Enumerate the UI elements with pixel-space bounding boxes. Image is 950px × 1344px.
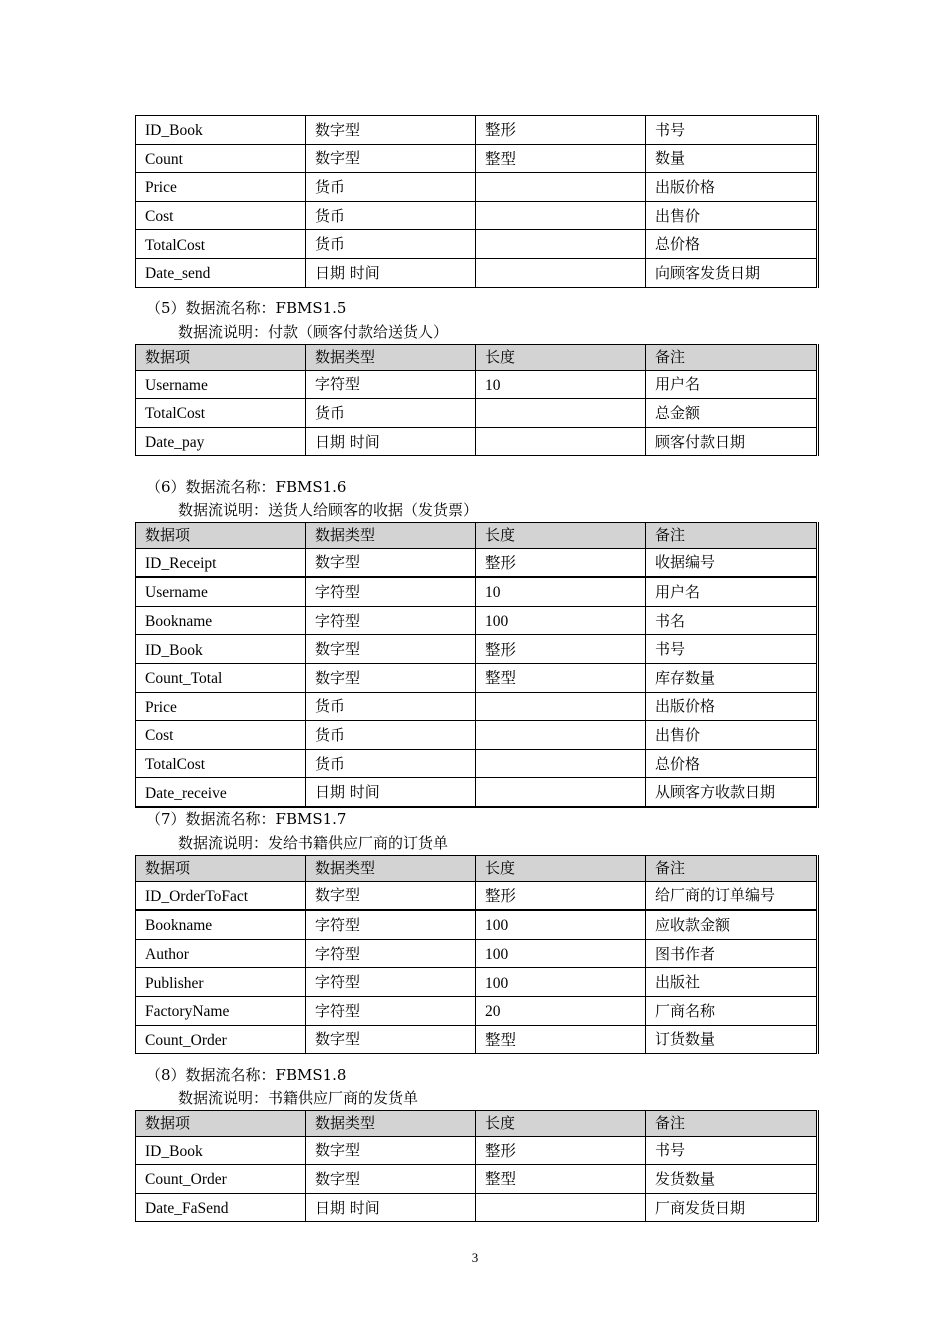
data-item-cell: Username xyxy=(136,577,306,606)
table-row xyxy=(136,427,818,456)
length-cell: 100 xyxy=(476,910,646,939)
remark-cell: 订货数量 xyxy=(646,1025,818,1054)
data-type-cell: 货币 xyxy=(306,749,476,778)
data-item-cell: Publisher xyxy=(136,968,306,997)
header-data-item-cell: 数据项 xyxy=(136,345,306,371)
section-7-heading: （7）数据流名称：FBMS1.7 xyxy=(146,810,347,828)
header-remark-cell: 备注 xyxy=(646,856,818,882)
remark-cell: 从顾客方收款日期 xyxy=(646,778,818,807)
page-number: 3 xyxy=(471,1250,479,1265)
section-8-table xyxy=(135,1110,819,1222)
remark-cell: 用户名 xyxy=(646,370,818,399)
data-type-cell: 数字型 xyxy=(306,663,476,692)
data-type-cell: 字符型 xyxy=(306,910,476,939)
table-row xyxy=(136,635,818,664)
length-cell: 整形 xyxy=(476,116,646,145)
data-item-cell: Cost xyxy=(136,201,306,230)
header-data-type-cell: 数据类型 xyxy=(306,1111,476,1137)
continued-table xyxy=(135,115,819,288)
data-type-cell: 货币 xyxy=(306,692,476,721)
remark-cell: 发货数量 xyxy=(646,1165,818,1194)
header-remark-cell: 备注 xyxy=(646,1111,818,1137)
header-length-cell: 长度 xyxy=(476,523,646,549)
data-item-cell: ID_Receipt xyxy=(136,548,306,577)
length-cell xyxy=(476,173,646,202)
section-6-table xyxy=(135,522,819,808)
header-length-cell: 长度 xyxy=(476,1111,646,1137)
data-type-cell: 字符型 xyxy=(306,996,476,1025)
data-item-cell: ID_Book xyxy=(136,635,306,664)
length-cell xyxy=(476,749,646,778)
data-item-cell: ID_Book xyxy=(136,1136,306,1165)
remark-cell: 厂商发货日期 xyxy=(646,1193,818,1222)
data-item-cell: Price xyxy=(136,692,306,721)
remark-cell: 书号 xyxy=(646,635,818,664)
data-item-cell: Date_pay xyxy=(136,427,306,456)
header-data-item-cell: 数据项 xyxy=(136,523,306,549)
table-row xyxy=(136,606,818,635)
data-type-cell: 货币 xyxy=(306,173,476,202)
data-type-cell: 数字型 xyxy=(306,144,476,173)
table-row xyxy=(136,778,818,807)
section-5-table xyxy=(135,344,819,456)
table-row xyxy=(136,1165,818,1194)
remark-cell: 应收款金额 xyxy=(646,910,818,939)
data-type-cell: 数字型 xyxy=(306,548,476,577)
header-data-item-cell: 数据项 xyxy=(136,1111,306,1137)
table-row xyxy=(136,230,818,259)
data-type-cell: 字符型 xyxy=(306,968,476,997)
length-cell: 10 xyxy=(476,577,646,606)
table-row xyxy=(136,116,818,145)
header-remark-cell: 备注 xyxy=(646,345,818,371)
length-cell: 整形 xyxy=(476,1136,646,1165)
data-type-cell: 货币 xyxy=(306,721,476,750)
table-row xyxy=(136,1136,818,1165)
table-row xyxy=(136,692,818,721)
remark-cell: 总价格 xyxy=(646,230,818,259)
remark-cell: 出售价 xyxy=(646,721,818,750)
data-item-cell: TotalCost xyxy=(136,230,306,259)
header-data-type-cell: 数据类型 xyxy=(306,856,476,882)
length-cell: 整形 xyxy=(476,635,646,664)
length-cell: 10 xyxy=(476,370,646,399)
length-cell: 整型 xyxy=(476,663,646,692)
table-row xyxy=(136,577,818,606)
length-cell: 100 xyxy=(476,606,646,635)
remark-cell: 出售价 xyxy=(646,201,818,230)
header-remark-cell: 备注 xyxy=(646,523,818,549)
length-cell: 整型 xyxy=(476,144,646,173)
data-item-cell: TotalCost xyxy=(136,749,306,778)
data-type-cell: 数字型 xyxy=(306,635,476,664)
table-header-row xyxy=(136,345,818,371)
table-row xyxy=(136,548,818,577)
table-header-row xyxy=(136,1111,818,1137)
length-cell: 100 xyxy=(476,939,646,968)
remark-cell: 书号 xyxy=(646,1136,818,1165)
remark-cell: 顾客付款日期 xyxy=(646,427,818,456)
table-row xyxy=(136,144,818,173)
header-length-cell: 长度 xyxy=(476,345,646,371)
table-row xyxy=(136,881,818,910)
data-type-cell: 日期 时间 xyxy=(306,258,476,287)
remark-cell: 数量 xyxy=(646,144,818,173)
data-item-cell: Username xyxy=(136,370,306,399)
data-type-cell: 日期 时间 xyxy=(306,427,476,456)
data-type-cell: 货币 xyxy=(306,230,476,259)
length-cell: 整型 xyxy=(476,1025,646,1054)
table-row xyxy=(136,749,818,778)
length-cell: 100 xyxy=(476,968,646,997)
section-7-description: 数据流说明：发给书籍供应厂商的订货单 xyxy=(178,834,449,852)
data-item-cell: Price xyxy=(136,173,306,202)
section-6-heading: （6）数据流名称：FBMS1.6 xyxy=(146,478,347,496)
data-item-cell: Author xyxy=(136,939,306,968)
remark-cell: 给厂商的订单编号 xyxy=(646,881,818,910)
table-header-row xyxy=(136,856,818,882)
section-5-heading: （5）数据流名称：FBMS1.5 xyxy=(146,299,347,317)
remark-cell: 书名 xyxy=(646,606,818,635)
table-row xyxy=(136,663,818,692)
data-type-cell: 字符型 xyxy=(306,606,476,635)
length-cell xyxy=(476,399,646,428)
table-row xyxy=(136,173,818,202)
data-type-cell: 日期 时间 xyxy=(306,778,476,807)
data-item-cell: Date_send xyxy=(136,258,306,287)
data-type-cell: 数字型 xyxy=(306,881,476,910)
data-item-cell: Count_Order xyxy=(136,1165,306,1194)
data-type-cell: 数字型 xyxy=(306,1025,476,1054)
table-row xyxy=(136,370,818,399)
remark-cell: 向顾客发货日期 xyxy=(646,258,818,287)
table-row xyxy=(136,996,818,1025)
table-row xyxy=(136,399,818,428)
header-length-cell: 长度 xyxy=(476,856,646,882)
data-item-cell: TotalCost xyxy=(136,399,306,428)
length-cell xyxy=(476,692,646,721)
table-row xyxy=(136,939,818,968)
table-row xyxy=(136,1025,818,1054)
table-row xyxy=(136,910,818,939)
table-row xyxy=(136,258,818,287)
data-type-cell: 字符型 xyxy=(306,577,476,606)
section-6-description: 数据流说明：送货人给顾客的收据（发货票） xyxy=(178,501,479,519)
remark-cell: 出版社 xyxy=(646,968,818,997)
table-header-row xyxy=(136,523,818,549)
length-cell xyxy=(476,778,646,807)
length-cell xyxy=(476,721,646,750)
data-item-cell: Date_FaSend xyxy=(136,1193,306,1222)
data-item-cell: Cost xyxy=(136,721,306,750)
length-cell xyxy=(476,230,646,259)
length-cell: 整型 xyxy=(476,1165,646,1194)
table-row xyxy=(136,968,818,997)
data-item-cell: Bookname xyxy=(136,910,306,939)
data-item-cell: Count_Total xyxy=(136,663,306,692)
data-type-cell: 字符型 xyxy=(306,370,476,399)
remark-cell: 总金额 xyxy=(646,399,818,428)
header-data-item-cell: 数据项 xyxy=(136,856,306,882)
data-type-cell: 数字型 xyxy=(306,1136,476,1165)
section-8-heading: （8）数据流名称：FBMS1.8 xyxy=(146,1066,347,1084)
table-row xyxy=(136,1193,818,1222)
length-cell xyxy=(476,1193,646,1222)
section-8-description: 数据流说明：书籍供应厂商的发货单 xyxy=(178,1089,419,1107)
length-cell xyxy=(476,201,646,230)
length-cell: 20 xyxy=(476,996,646,1025)
data-type-cell: 数字型 xyxy=(306,1165,476,1194)
data-type-cell: 日期 时间 xyxy=(306,1193,476,1222)
remark-cell: 出版价格 xyxy=(646,692,818,721)
remark-cell: 收据编号 xyxy=(646,548,818,577)
remark-cell: 厂商名称 xyxy=(646,996,818,1025)
header-data-type-cell: 数据类型 xyxy=(306,345,476,371)
data-item-cell: Count xyxy=(136,144,306,173)
remark-cell: 库存数量 xyxy=(646,663,818,692)
data-type-cell: 数字型 xyxy=(306,116,476,145)
length-cell: 整形 xyxy=(476,881,646,910)
section-7-table xyxy=(135,855,819,1054)
remark-cell: 出版价格 xyxy=(646,173,818,202)
length-cell: 整形 xyxy=(476,548,646,577)
data-item-cell: FactoryName xyxy=(136,996,306,1025)
section-5-description: 数据流说明：付款（顾客付款给送货人） xyxy=(178,323,449,341)
remark-cell: 图书作者 xyxy=(646,939,818,968)
remark-cell: 用户名 xyxy=(646,577,818,606)
data-type-cell: 货币 xyxy=(306,201,476,230)
data-type-cell: 货币 xyxy=(306,399,476,428)
length-cell xyxy=(476,427,646,456)
data-item-cell: ID_Book xyxy=(136,116,306,145)
remark-cell: 总价格 xyxy=(646,749,818,778)
table-row xyxy=(136,201,818,230)
data-type-cell: 字符型 xyxy=(306,939,476,968)
data-item-cell: ID_OrderToFact xyxy=(136,881,306,910)
data-item-cell: Bookname xyxy=(136,606,306,635)
remark-cell: 书号 xyxy=(646,116,818,145)
length-cell xyxy=(476,258,646,287)
table-row xyxy=(136,721,818,750)
data-item-cell: Date_receive xyxy=(136,778,306,807)
header-data-type-cell: 数据类型 xyxy=(306,523,476,549)
data-item-cell: Count_Order xyxy=(136,1025,306,1054)
